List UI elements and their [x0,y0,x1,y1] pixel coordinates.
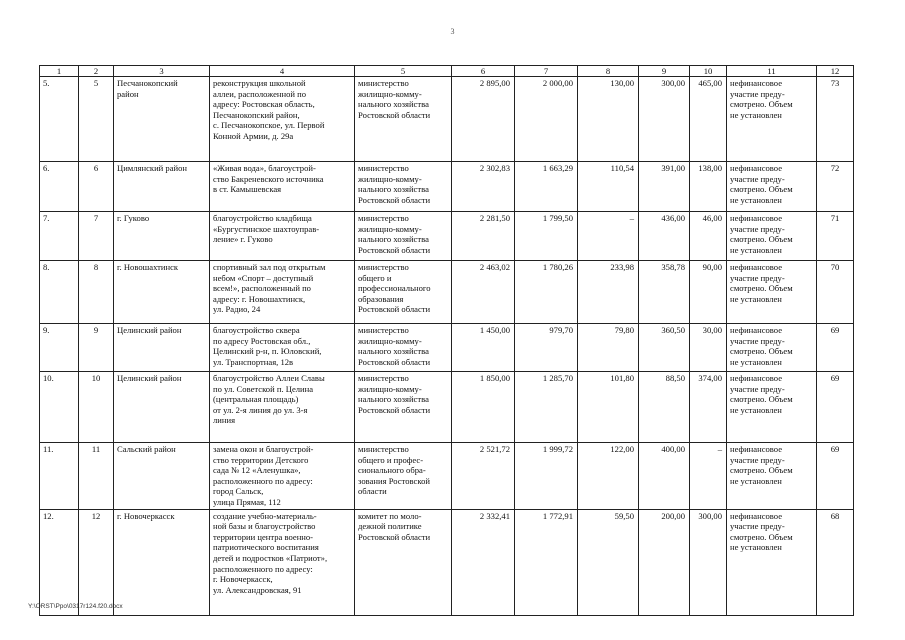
project-description-cell [210,162,355,212]
row-index-cell: 6 [79,162,114,212]
cell-line: смотрено. Объем [730,234,793,245]
municipality-cell [114,212,210,261]
regional-budget-cell: 1 663,29 [515,162,578,212]
cell-line: всем!», расположенный по [213,283,311,294]
cell-line: общего и [358,272,392,283]
cell-line: ство территории Детского [213,454,309,465]
row-index-cell: 5 [79,77,114,162]
cell-line: адресу: г. Новошахтинск, [213,293,306,304]
score-cell: 70 [817,261,854,324]
cell-line: участие преду- [730,521,785,532]
cell-line: образования [358,293,404,304]
local-budget-cell: 233,98 [578,261,639,324]
cell-line: нефинансовое [730,325,783,335]
responsible-body-cell [355,372,452,443]
cell-line: министерство [358,78,409,88]
responsible-body-cell [355,443,452,510]
cell-line: не установлен [730,293,782,304]
file-path-footer: Y:\ORST\Ppo\0317r124.f20.docx [28,603,123,610]
municipality-cell [114,77,210,162]
cell-line: ул. Александровская, 91 [213,584,302,595]
cell-line: «Бургустинское шахтоуправ- [213,223,320,234]
cell-line: Ростовской области [358,404,431,415]
table-row [40,509,854,615]
participation-note-cell [727,372,817,443]
cell-line: Ростовской области [358,109,431,120]
other-funds-cell: 46,00 [690,212,727,261]
cell-line: нефинансовое [730,373,783,383]
header-cell: 6 [452,66,515,77]
cell-line: профессионального [358,283,431,294]
cell-line: ул. Радио, 24 [213,304,261,315]
header-cell: 5 [355,66,452,77]
cell-line: нефинансовое [730,510,783,521]
cell-line: территории центра военно- [213,531,314,542]
cell-line: город Сальск, [213,486,264,497]
row-index-cell: 7 [79,212,114,261]
total-cost-cell: 2 332,41 [452,509,515,615]
regional-budget-cell: 1 285,70 [515,372,578,443]
extra-budget-cell: 400,00 [639,443,690,510]
local-budget-cell: 110,54 [578,162,639,212]
table-row [40,261,854,324]
cell-line: нального хозяйства [358,99,429,110]
responsible-body-cell [355,261,452,324]
row-number-cell: 10. [40,372,79,443]
participation-note-cell [727,77,817,162]
cell-line: Ростовской области [358,531,431,542]
cell-line: небом «Спорт – доступный [213,272,314,283]
cell-line: не установлен [730,356,782,367]
cell-line: жилищно-комму- [358,173,422,184]
project-description-cell [210,77,355,162]
cell-line: нального хозяйства [358,394,429,405]
cell-line: г. Новочеркасск [117,510,175,521]
cell-line: ство Бакреневского источника [213,173,324,184]
cell-line: министерство [358,444,409,454]
extra-budget-cell: 391,00 [639,162,690,212]
cell-line: линия [213,415,236,426]
row-number-cell: 7. [40,212,79,261]
participation-note-cell [727,443,817,510]
participation-note-cell [727,162,817,212]
municipality-cell [114,372,210,443]
responsible-body-cell [355,324,452,372]
cell-line: комитет по моло- [358,510,422,521]
header-cell: 12 [817,66,854,77]
cell-line: жилищно-комму- [358,383,422,394]
row-number-cell: 5. [40,77,79,162]
cell-line: г. Гуково [117,213,150,223]
cell-line: ление» г. Гуково [213,234,273,245]
cell-line: создание учебно-материаль- [213,510,317,521]
local-budget-cell: 59,50 [578,509,639,615]
local-budget-cell: 130,00 [578,77,639,162]
score-cell: 69 [817,443,854,510]
cell-line: нального хозяйства [358,346,429,357]
cell-line: патриотического воспитания [213,542,319,553]
cell-line: «Живая вода», благоустрой- [213,163,316,173]
cell-line: Целинский р-н, п. Юловский, [213,346,322,357]
cell-line: реконструкция школьной [213,78,306,88]
row-number-cell: 6. [40,162,79,212]
regional-budget-cell: 1 799,50 [515,212,578,261]
extra-budget-cell: 200,00 [639,509,690,615]
total-cost-cell: 2 281,50 [452,212,515,261]
other-funds-cell: 138,00 [690,162,727,212]
cell-line: участие преду- [730,272,785,283]
cell-line: участие преду- [730,383,785,394]
cell-line: Целинский район [117,325,182,335]
regional-budget-cell: 1 772,91 [515,509,578,615]
page-number: 3 [450,27,455,36]
table-row [40,372,854,443]
extra-budget-cell: 358,78 [639,261,690,324]
project-description-cell [210,212,355,261]
cell-line: смотрено. Объем [730,465,793,476]
table-row [40,77,854,162]
cell-line: благоустройство Аллеи Славы [213,373,325,383]
cell-line: Сальский район [117,444,176,454]
other-funds-cell: – [690,443,727,510]
participation-note-cell [727,212,817,261]
extra-budget-cell: 300,00 [639,77,690,162]
cell-line: от ул. 2-я линия до ул. 3-я [213,404,308,415]
cell-line: министерство [358,213,409,223]
score-cell: 69 [817,372,854,443]
cell-line: жилищно-комму- [358,88,422,99]
municipality-cell [114,324,210,372]
project-description-cell [210,372,355,443]
cell-line: смотрено. Объем [730,531,793,542]
other-funds-cell: 90,00 [690,261,727,324]
cell-line: улица Прямая, 112 [213,496,281,507]
cell-line: район [117,88,139,99]
header-cell: 7 [515,66,578,77]
cell-line: сада № 12 «Аленушка», [213,465,301,476]
row-index-cell: 10 [79,372,114,443]
score-cell: 68 [817,509,854,615]
other-funds-cell: 300,00 [690,509,727,615]
total-cost-cell: 2 521,72 [452,443,515,510]
score-cell: 73 [817,77,854,162]
row-number-cell: 11. [40,443,79,510]
cell-line: не установлен [730,109,782,120]
cell-line: смотрено. Объем [730,283,793,294]
header-cell: 8 [578,66,639,77]
regional-budget-cell: 979,70 [515,324,578,372]
table-header-row [40,66,854,77]
local-budget-cell: 79,80 [578,324,639,372]
header-cell: 1 [40,66,79,77]
cell-line: не установлен [730,244,782,255]
cell-line: благоустройство кладбища [213,213,312,223]
cell-line: г. Новошахтинск [117,262,179,272]
cell-line: Конной Армии, д. 29а [213,130,294,141]
header-cell: 3 [114,66,210,77]
total-cost-cell: 1 850,00 [452,372,515,443]
cell-line: Целинский район [117,373,182,383]
header-cell: 10 [690,66,727,77]
cell-line: Цимлянский район [117,163,188,173]
header-cell: 4 [210,66,355,77]
score-cell: 71 [817,212,854,261]
cell-line: дежной политике [358,521,422,532]
score-cell: 72 [817,162,854,212]
participation-note-cell [727,324,817,372]
header-cell: 2 [79,66,114,77]
regional-budget-cell: 1 999,72 [515,443,578,510]
table-row [40,324,854,372]
project-description-cell [210,509,355,615]
project-description-cell [210,261,355,324]
cell-line: в ст. Камышевская [213,184,282,195]
project-description-cell [210,443,355,510]
cell-line: г. Новочеркасск, [213,574,273,585]
participation-note-cell [727,509,817,615]
municipality-cell [114,162,210,212]
row-number-cell: 9. [40,324,79,372]
cell-line: участие преду- [730,454,785,465]
row-index-cell: 11 [79,443,114,510]
cell-line: расположенного по адресу: [213,475,313,486]
municipality-cell [114,443,210,510]
cell-line: министерство [358,262,409,272]
table-row [40,212,854,261]
cell-line: жилищно-комму- [358,223,422,234]
regional-budget-cell: 2 000,00 [515,77,578,162]
cell-line: не установлен [730,194,782,205]
cell-line: министерство [358,325,409,335]
cell-line: не установлен [730,542,782,553]
responsible-body-cell [355,77,452,162]
responsible-body-cell [355,509,452,615]
header-cell: 11 [727,66,817,77]
row-number-cell: 8. [40,261,79,324]
cell-line: нефинансовое [730,78,783,88]
cell-line: нефинансовое [730,213,783,223]
cell-line: Ростовской области [358,194,431,205]
total-cost-cell: 1 450,00 [452,324,515,372]
cell-line: участие преду- [730,173,785,184]
cell-line: благоустройство сквера [213,325,300,335]
cell-line: жилищно-комму- [358,335,422,346]
cell-line: расположенного по адресу: [213,563,313,574]
total-cost-cell: 2 895,00 [452,77,515,162]
cell-line: спортивный зал под открытым [213,262,326,272]
cell-line: ул. Транспортная, 12в [213,356,294,367]
row-index-cell: 9 [79,324,114,372]
cell-line: нефинансовое [730,444,783,454]
local-budget-cell: – [578,212,639,261]
extra-budget-cell: 360,50 [639,324,690,372]
cell-line: нефинансовое [730,163,783,173]
extra-budget-cell: 436,00 [639,212,690,261]
cell-line: министерство [358,163,409,173]
score-cell: 69 [817,324,854,372]
cell-line: участие преду- [730,335,785,346]
data-table [39,65,854,616]
cell-line: с. Песчанокопское, ул. Первой [213,120,325,131]
cell-line: участие преду- [730,223,785,234]
cell-line: не установлен [730,404,782,415]
cell-line: Ростовской области [358,356,431,367]
row-index-cell: 8 [79,261,114,324]
cell-line: Ростовской области [358,244,431,255]
municipality-cell [114,509,210,615]
cell-line: по ул. Советской п. Целина [213,383,314,394]
row-number-cell: 12. [40,509,79,615]
other-funds-cell: 374,00 [690,372,727,443]
row-index-cell: 12 [79,509,114,615]
cell-line: по адресу Ростовская обл., [213,335,311,346]
regional-budget-cell: 1 780,26 [515,261,578,324]
table-row [40,443,854,510]
cell-line: Ростовской области [358,304,431,315]
responsible-body-cell [355,162,452,212]
cell-line: смотрено. Объем [730,346,793,357]
responsible-body-cell [355,212,452,261]
cell-line: сионального обра- [358,465,426,476]
cell-line: детей и подростков «Патриот», [213,552,328,563]
cell-line: смотрено. Объем [730,184,793,195]
total-cost-cell: 2 302,83 [452,162,515,212]
cell-line: аллеи, расположенной по [213,88,307,99]
municipality-cell [114,261,210,324]
total-cost-cell: 2 463,02 [452,261,515,324]
cell-line: смотрено. Объем [730,394,793,405]
local-budget-cell: 101,80 [578,372,639,443]
participation-note-cell [727,261,817,324]
cell-line: (центральная площадь) [213,394,299,405]
cell-line: нефинансовое [730,262,783,272]
cell-line: адресу: Ростовская область, [213,99,315,110]
cell-line: участие преду- [730,88,785,99]
other-funds-cell: 30,00 [690,324,727,372]
cell-line: Песчанокопский район, [213,109,300,120]
cell-line: общего и профес- [358,454,424,465]
cell-line: нального хозяйства [358,184,429,195]
cell-line: замена окон и благоустрой- [213,444,314,454]
cell-line: не установлен [730,475,782,486]
table-row [40,162,854,212]
cell-line: Песчанокопский [117,78,178,88]
cell-line: области [358,486,387,497]
cell-line: зования Ростовской [358,475,430,486]
project-description-cell [210,324,355,372]
other-funds-cell: 465,00 [690,77,727,162]
local-budget-cell: 122,00 [578,443,639,510]
cell-line: министерство [358,373,409,383]
cell-line: смотрено. Объем [730,99,793,110]
cell-line: ной базы и благоустройство [213,521,316,532]
cell-line: нального хозяйства [358,234,429,245]
extra-budget-cell: 88,50 [639,372,690,443]
header-cell: 9 [639,66,690,77]
